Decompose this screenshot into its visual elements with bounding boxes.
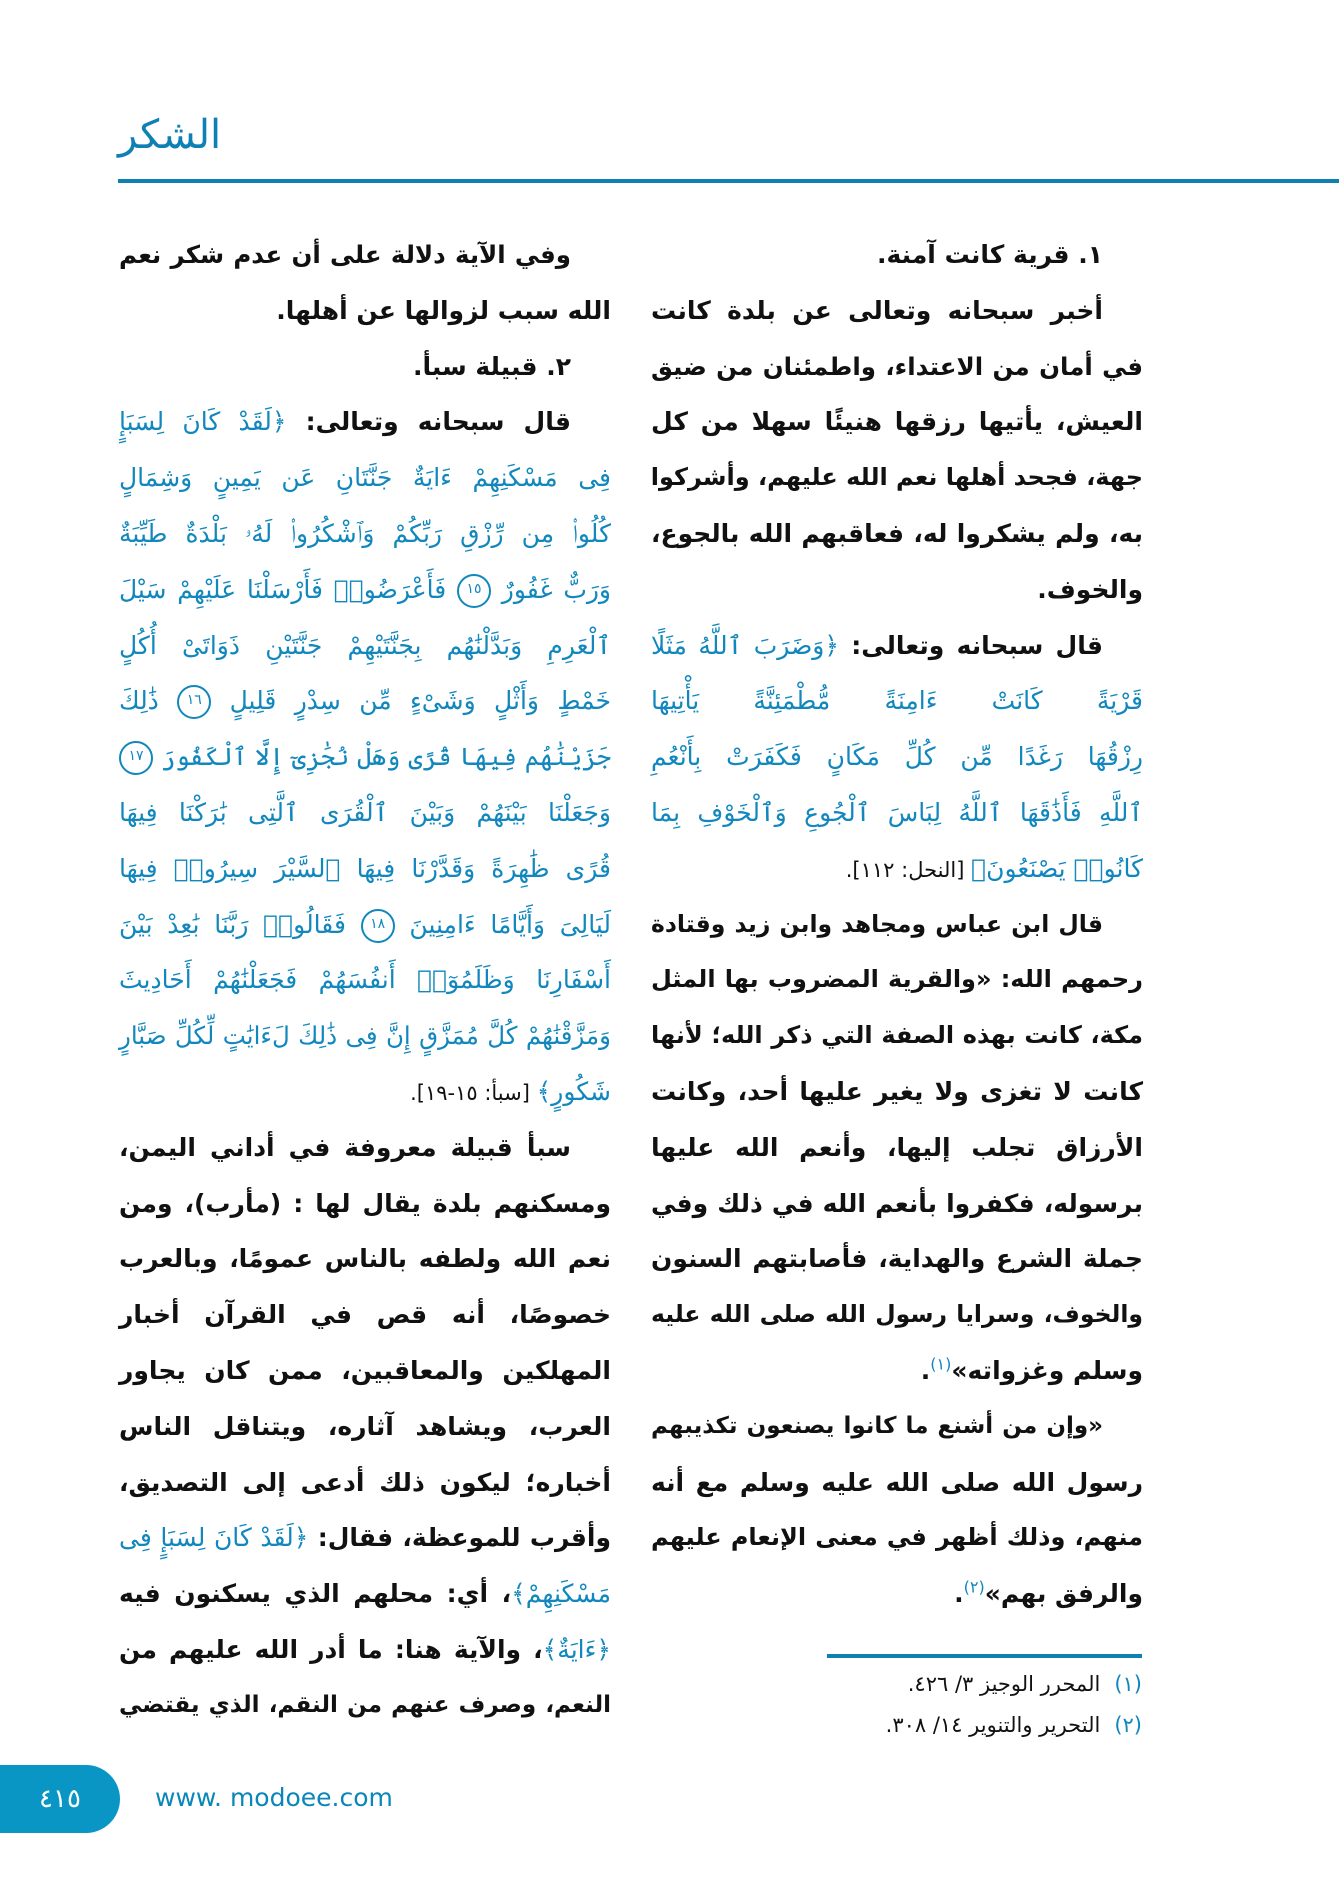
text-line xyxy=(119,897,611,953)
text-line xyxy=(651,1566,1143,1622)
body-text: قال سبحانه وتعالى: xyxy=(286,407,572,437)
text-line xyxy=(651,562,1143,618)
quran-verse-text: خَمْطٍ وَأَثْلٍ وَشَىْءٍ مِّن سِدْرٍ قَلِيلٍ xyxy=(211,686,611,716)
body-text: رحمهم الله: «والقرية المضروب بها المثل xyxy=(651,965,1143,994)
quran-verse-text: فَقَالُوا۟ رَبَّنَا بَٰعِدْ بَيْنَ xyxy=(119,909,361,939)
quran-verse-text: وَجَعَلْنَا بَيْنَهُمْ وَبَيْنَ ٱلْقُرَى ٱلَّتِى بَٰرَكْنَا فِيهَا xyxy=(119,797,611,827)
text-line xyxy=(651,1231,1143,1287)
quran-verse-text: رِزْقُهَا رَغَدًا مِّن كُلِّ مَكَانٍ فَكَفَرَتْ بِأَنْعُمِ xyxy=(651,742,1143,772)
body-text: «وإن من أشنع ما كانوا يصنعون تكذيبهم xyxy=(651,1412,1103,1439)
body-text: قال سبحانه وتعالى: xyxy=(839,630,1103,660)
text-line xyxy=(119,1566,611,1622)
body-text: والرفق بهم» xyxy=(984,1579,1143,1609)
text-line xyxy=(119,785,611,841)
text-line xyxy=(119,673,611,729)
footnote-item xyxy=(651,1705,1142,1746)
verse-number-marker: ١٦ xyxy=(177,685,211,719)
body-text: . xyxy=(920,1355,931,1385)
page-number-badge xyxy=(0,1765,120,1833)
website-link[interactable]: www. modoee.com xyxy=(155,1783,393,1812)
body-text: وسلم وغزواته» xyxy=(951,1355,1143,1385)
body-text: قال ابن عباس ومجاهد وابن زيد وقتادة xyxy=(651,909,1103,938)
text-line xyxy=(119,1231,611,1287)
quran-verse-text: فَأَعْرَضُوا۟ فَأَرْسَلْنَا عَلَيْهِمْ سَيْلَ xyxy=(119,574,457,604)
page-number: ٤١٥ xyxy=(39,1784,81,1814)
body-text: ٢. قبيلة سبأ. xyxy=(413,351,571,381)
text-line xyxy=(119,227,611,283)
text-line xyxy=(119,1064,611,1120)
text-line xyxy=(651,729,1143,785)
quran-verse-text: قَرْيَةً كَانَتْ ءَامِنَةً مُّطْمَئِنَّةً يَأْتِيهَا xyxy=(651,686,1143,716)
footnote-ref[interactable]: (١) xyxy=(930,1354,952,1374)
text-line xyxy=(651,1064,1143,1120)
text-line xyxy=(651,1455,1143,1511)
quran-verse-text: فِى مَسْكَنِهِمْ ءَايَةٌ جَنَّتَانِ عَن يَمِينٍ وَشِمَالٍ xyxy=(119,463,611,493)
footnote-item xyxy=(651,1664,1142,1705)
text-line xyxy=(651,1120,1143,1176)
text-line xyxy=(119,1399,611,1455)
text-line xyxy=(651,1399,1143,1455)
quran-verse-text: أَسْفَارِنَا وَظَلَمُوٓا۟ أَنفُسَهُمْ فَجَعَلْنَٰهُمْ أَحَادِيثَ xyxy=(119,965,611,995)
body-text: سبأ قبيلة معروفة في أداني اليمن، xyxy=(119,1132,571,1162)
text-line xyxy=(119,1287,611,1343)
text-line xyxy=(651,1343,1143,1399)
footnote-text: التحرير والتنوير ١٤/ ٣٠٨. xyxy=(885,1713,1101,1737)
text-line xyxy=(651,227,1143,283)
body-text: ١. قرية كانت آمنة. xyxy=(876,240,1103,269)
text-line xyxy=(119,1343,611,1399)
body-text: نعم الله ولطفه بالناس عمومًا، وبالعرب xyxy=(119,1244,611,1274)
text-line xyxy=(119,1176,611,1232)
verse-number-marker: ١٧ xyxy=(119,741,153,775)
footnote-divider xyxy=(827,1654,1142,1658)
body-text: أخباره؛ ليكون ذلك أدعى إلى التصديق، xyxy=(119,1467,611,1497)
quran-verse-text: مَسْكَنِهِمْ﴾ xyxy=(511,1579,611,1609)
quran-verse-text: ٱلْعَرِمِ وَبَدَّلْنَٰهُم بِجَنَّتَيْهِمْ جَنَّتَيْنِ ذَوَاتَىْ أُكُلٍ xyxy=(119,630,611,660)
quran-verse-text: ﴿لَقَدْ كَانَ لِسَبَإٍ فِى xyxy=(119,1523,309,1553)
text-line xyxy=(651,952,1143,1008)
body-text: في أمان من الاعتداء، واطمئنان من ضيق xyxy=(651,351,1143,381)
text-line xyxy=(651,841,1143,897)
text-line xyxy=(651,394,1143,450)
quran-verse-text: كُلُوا۟ مِن رِّزْقِ رَبِّكُمْ وَٱشْكُرُوا۟ لَهُۥ بَلْدَةٌ طَيِّبَةٌ xyxy=(119,518,611,548)
quran-verse-text: ذَٰلِكَ xyxy=(119,686,178,716)
body-text: رسول الله صلى الله عليه وسلم مع أنه xyxy=(651,1467,1143,1497)
footnote-number[interactable]: (١) xyxy=(1114,1672,1142,1696)
text-line xyxy=(651,506,1143,562)
body-text: المهلكين والمعاقبين، ممن كان يجاور xyxy=(119,1355,611,1385)
body-text: العرب، ويشاهد آثاره، ويتناقل الناس xyxy=(119,1411,611,1441)
text-line xyxy=(119,952,611,1008)
body-text: ، والآية هنا: ما أدر الله عليهم من xyxy=(119,1634,543,1664)
body-text: جملة الشرع والهداية، فأصابتهم السنون xyxy=(651,1244,1143,1274)
body-text: . xyxy=(954,1579,964,1609)
text-line xyxy=(119,1008,611,1064)
right-column xyxy=(651,227,1143,1622)
body-text: جهة، فجحد أهلها نعم الله عليهم، وأشركوا xyxy=(650,463,1143,492)
text-line xyxy=(119,394,611,450)
body-text: وأقرب للموعظة، فقال: xyxy=(308,1523,611,1553)
text-line xyxy=(651,1510,1143,1566)
text-line xyxy=(119,283,611,339)
footnotes xyxy=(651,1664,1142,1746)
left-column xyxy=(119,227,611,1734)
verse-number-marker: ١٨ xyxy=(361,909,395,943)
verse-number-marker: ١٥ xyxy=(457,574,491,608)
footnote-number[interactable]: (٢) xyxy=(1114,1713,1142,1737)
footnote-text: المحرر الوجيز ٣/ ٤٢٦. xyxy=(907,1672,1101,1696)
quran-verse-text: ٱللَّهِ فَأَذَٰقَهَا ٱللَّهُ لِبَاسَ ٱلْجُوعِ وَٱلْخَوْفِ بِمَا xyxy=(651,797,1143,827)
text-line xyxy=(651,897,1143,953)
footnote-ref[interactable]: (٢) xyxy=(963,1577,985,1597)
header-divider xyxy=(118,179,1339,183)
body-text: والخوف. xyxy=(1037,574,1143,604)
text-line xyxy=(119,1455,611,1511)
quran-verse-text: لَيَالِىَ وَأَيَّامًا ءَامِنِينَ xyxy=(394,909,612,939)
quran-verse-text: وَمَزَّقْنَٰهُمْ كُلَّ مُمَزَّقٍ إِنَّ فِى ذَٰلِكَ لَءَايَٰتٍ لِّكُلِّ صَبَّارٍ xyxy=(119,1021,611,1051)
body-text: العيش، يأتيها رزقها هنيئًا سهلا من كل xyxy=(651,407,1143,437)
text-line xyxy=(651,339,1143,395)
body-text: النعم، وصرف عنهم من النقم، الذي يقتضي xyxy=(119,1691,611,1718)
quran-verse-text: جَزَيْنَٰهُم فِيهَا قُرًى وَهَلْ نُجَٰزِىٓ إِلَّا ٱلْكَفُورَ xyxy=(153,742,611,772)
quran-verse-text: ﴿ءَايَةٌ﴾ xyxy=(542,1634,611,1664)
body-text: به، ولم يشكروا له، فعاقبهم الله بالجوع، xyxy=(651,518,1143,548)
chapter-title: الشكر xyxy=(118,112,222,158)
body-text: ومسكنهم بلدة يقال لها : (مأرب)، ومن xyxy=(119,1188,611,1218)
body-text: وفي الآية دلالة على أن عدم شكر نعم xyxy=(119,240,571,269)
text-line xyxy=(651,283,1143,339)
quran-verse-text: شَكُورٍ﴾ xyxy=(536,1076,611,1106)
text-line xyxy=(119,1120,611,1176)
text-line xyxy=(651,450,1143,506)
body-text: الأرزاق تجلب إليها، وأنعم الله عليها xyxy=(651,1132,1143,1162)
text-line xyxy=(119,450,611,506)
body-text: منهم، وذلك أظهر في معنى الإنعام عليهم xyxy=(651,1523,1143,1552)
text-line xyxy=(651,618,1143,674)
text-line xyxy=(119,339,611,395)
text-line xyxy=(119,506,611,562)
text-line xyxy=(651,1008,1143,1064)
body-text: برسوله، فكفروا بأنعم الله في ذلك وفي xyxy=(651,1188,1143,1218)
text-line xyxy=(119,1622,611,1678)
text-line xyxy=(119,1510,611,1566)
body-text: كانت لا تغزى ولا يغير عليها أحد، وكانت xyxy=(651,1076,1143,1106)
quran-verse-text: ﴿وَضَرَبَ ٱللَّهُ مَثَلًا xyxy=(651,630,840,660)
text-line xyxy=(119,562,611,618)
quran-verse-text: قُرًى ظَٰهِرَةً وَقَدَّرْنَا فِيهَا ٱلسَّيْرَ سِيرُوا۟ فِيهَا xyxy=(119,853,611,883)
text-line xyxy=(651,1176,1143,1232)
verse-reference: [النحل: ١١٢]. xyxy=(845,857,972,882)
body-text: الله سبب لزوالها عن أهلها. xyxy=(276,295,611,325)
body-text: ، أي: محلهم الذي يسكنون فيه xyxy=(119,1579,512,1609)
quran-verse-text: كَانُوا۟ يَصْنَعُونَ﴾ xyxy=(971,853,1143,883)
text-line xyxy=(119,618,611,674)
quran-verse-text: وَرَبٌّ غَفُورٌ xyxy=(491,574,611,604)
body-text: والخوف، وسرايا رسول الله صلى الله عليه xyxy=(651,1300,1143,1329)
verse-reference: [سبأ: ١٥-١٩]. xyxy=(410,1080,537,1105)
body-text: مكة، كانت بهذه الصفة التي ذكر الله؛ لأنها xyxy=(651,1021,1143,1050)
quran-verse-text: ﴿لَقَدْ كَانَ لِسَبَإٍ xyxy=(119,407,287,437)
text-line xyxy=(651,785,1143,841)
text-line xyxy=(119,841,611,897)
body-text: أخبر سبحانه وتعالى عن بلدة كانت xyxy=(651,295,1103,325)
body-text: خصوصًا، أنه قص في القرآن أخبار xyxy=(119,1300,611,1330)
text-line xyxy=(119,1678,611,1734)
text-line xyxy=(119,729,611,785)
text-line xyxy=(651,1287,1143,1343)
text-line xyxy=(651,673,1143,729)
